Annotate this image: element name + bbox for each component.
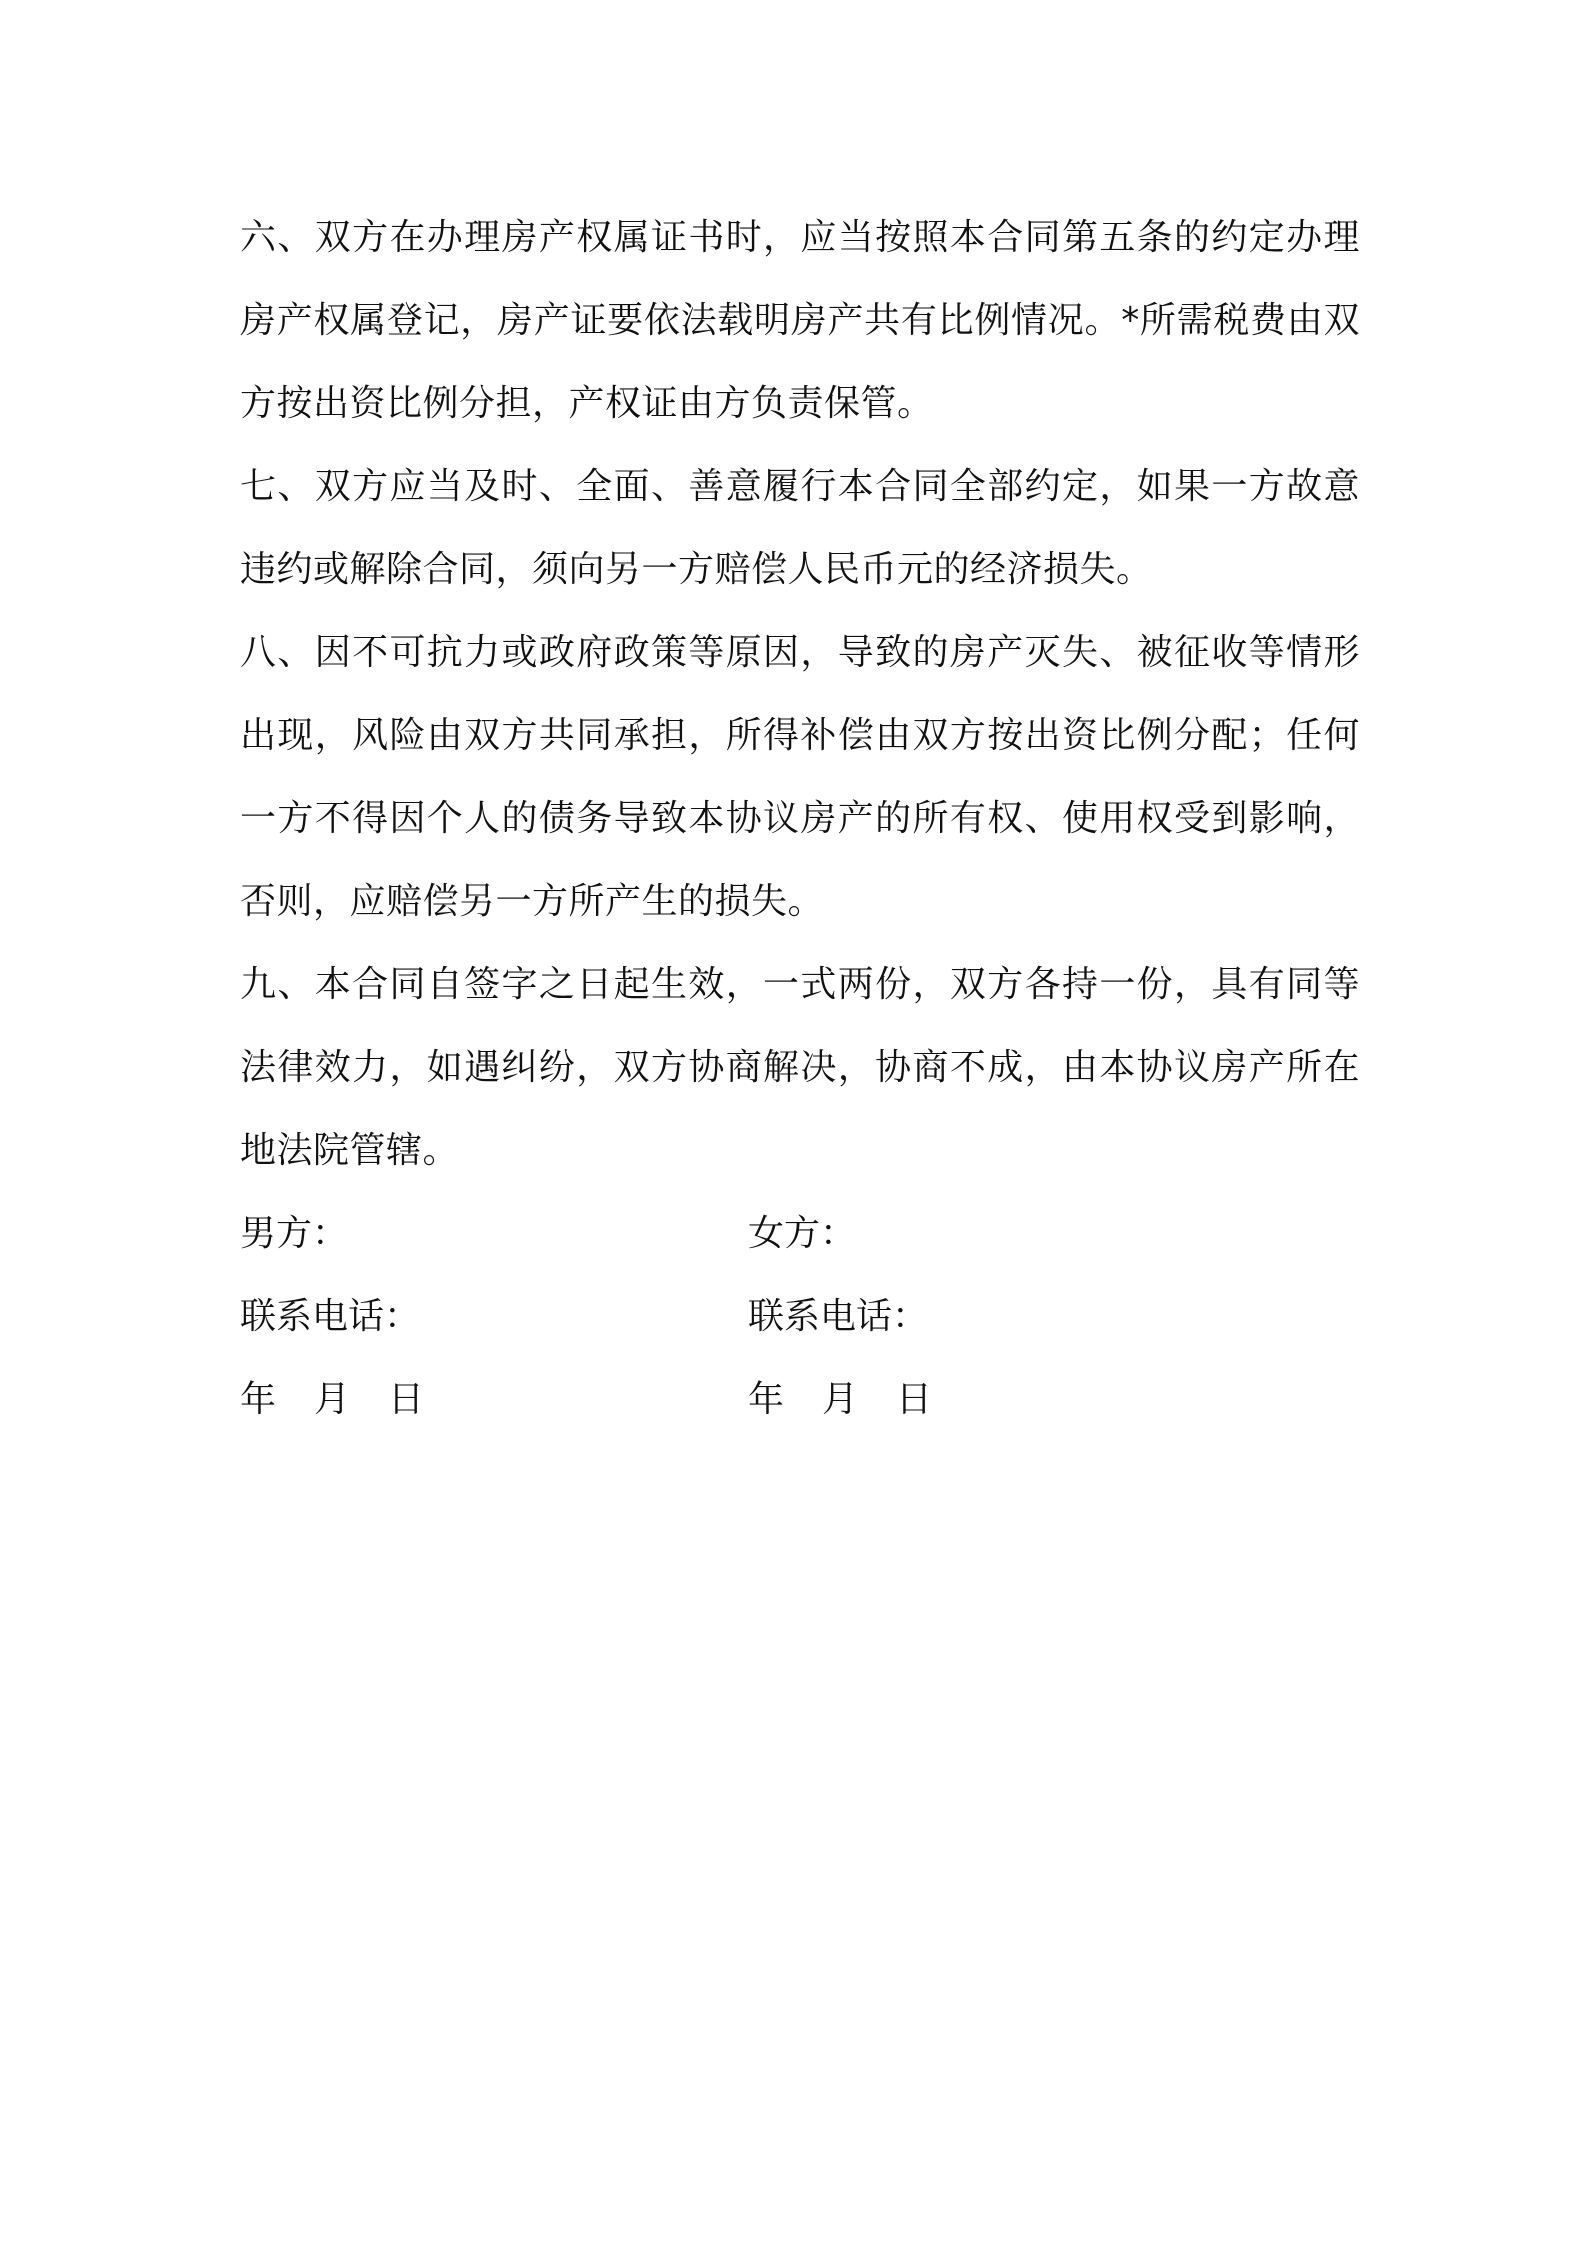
male-date-day: 日 <box>388 1379 425 1420</box>
contract-body <box>240 196 1360 1441</box>
signature-phone-row <box>240 1275 1360 1358</box>
signature-date-row <box>240 1358 1360 1441</box>
male-phone-label: 联系电话： <box>240 1296 421 1337</box>
male-date <box>240 1358 424 1441</box>
clause-7: 七、双方应当及时、全面、善意履行本合同全部约定，如果一方故意违约或解除合同，须向另一方赔偿人民币元的经济损失。 <box>240 466 1360 590</box>
female-party-label: 女方： <box>748 1213 857 1254</box>
male-date-year: 年 <box>240 1379 277 1420</box>
male-party-label: 男方： <box>240 1213 349 1254</box>
clause-8: 八、因不可抗力或政府政策等原因，导致的房产灭失、被征收等情形出现，风险由双方共同承担，所得补偿由双方按出资比例分配；任何一方不得因个人的债务导致本协议房产的所有权、使用权受到影响，否则，应赔偿另一方所产生的损失。 <box>240 632 1360 922</box>
clause-9: 九、本合同自签字之日起生效，一式两份，双方各持一份，具有同等法律效力，如遇纠纷，双方协商解决，协商不成，由本协议房产所在地法院管辖。 <box>240 964 1360 1171</box>
female-date <box>748 1358 932 1441</box>
female-date-year: 年 <box>748 1379 785 1420</box>
signature-party-row <box>240 1192 1360 1275</box>
female-date-day: 日 <box>896 1379 933 1420</box>
male-date-month: 月 <box>314 1379 351 1420</box>
female-date-month: 月 <box>822 1379 859 1420</box>
clause-6: 六、双方在办理房产权属证书时，应当按照本合同第五条的约定办理房产权属登记，房产证要依法载明房产共有比例情况。*所需税费由双方按出资比例分担，产权证由方负责保管。 <box>240 217 1360 424</box>
female-phone-label: 联系电话： <box>748 1296 929 1337</box>
